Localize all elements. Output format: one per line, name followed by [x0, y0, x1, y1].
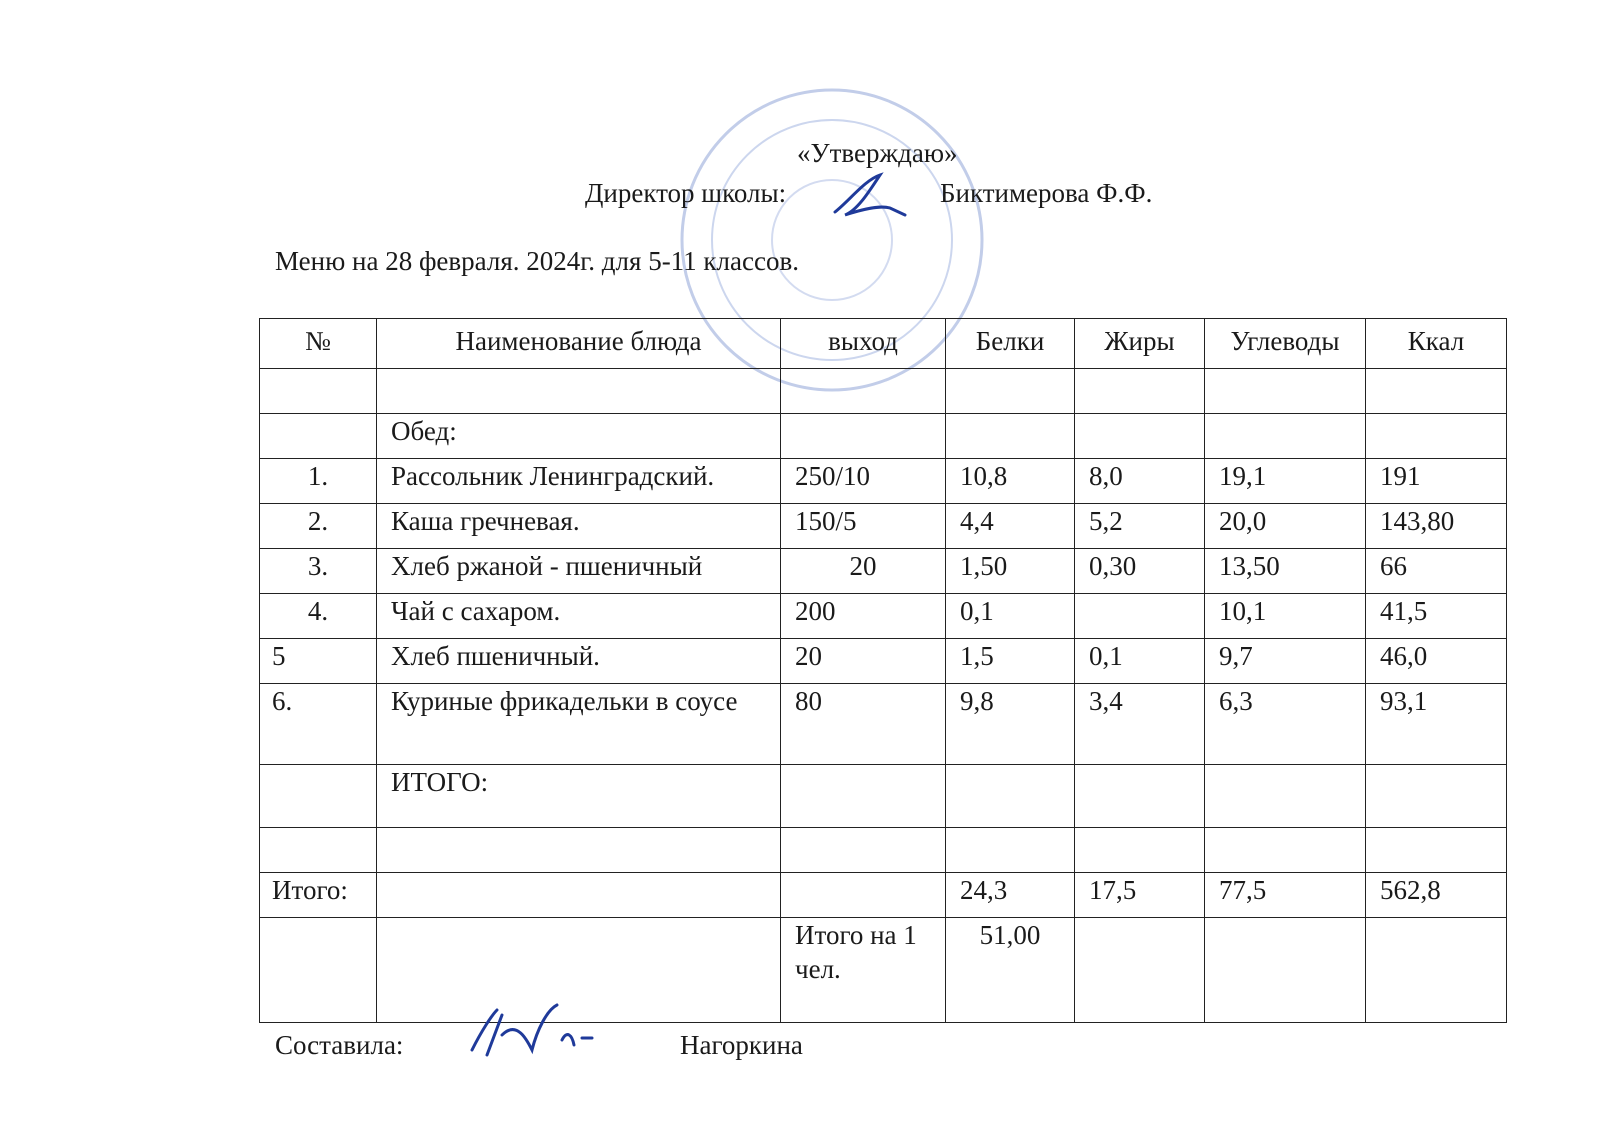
- empty-row: [260, 369, 1507, 414]
- subtotal-row: [260, 765, 1507, 828]
- director-signature: [830, 170, 910, 220]
- col-header: №: [260, 319, 377, 369]
- col-header: Углеводы: [1205, 319, 1366, 369]
- col-header: выход: [781, 319, 946, 369]
- table-row: 2. Каша гречневая. 150/5 4,4 5,2 20,0 143,80: [260, 504, 1507, 549]
- per-person-label: Итого на 1 чел.: [781, 918, 946, 1023]
- director-line: [585, 178, 1153, 209]
- director-label: Директор школы:: [585, 178, 787, 208]
- menu-title: Меню на 28 февраля. 2024г. для 5-11 классов.: [275, 246, 799, 276]
- table-row: 4. Чай с сахаром. 200 0,1 10,1 41,5: [260, 594, 1507, 639]
- empty-row: [260, 828, 1507, 873]
- compiled-name: Нагоркина: [680, 1030, 803, 1060]
- section-label: Обед:: [377, 414, 781, 459]
- col-header: Белки: [946, 319, 1075, 369]
- total-row: Итого: 24,3 17,5 77,5 562,8: [260, 873, 1507, 918]
- compiler-signature: [462, 1000, 602, 1065]
- per-person-value: 51,00: [946, 918, 1075, 1023]
- table-row: 1. Рассольник Ленинградский. 250/10 10,8 8,0 19,1 191: [260, 459, 1507, 504]
- table-row: 3. Хлеб ржаной - пшеничный 20 1,50 0,30 13,50 66: [260, 549, 1507, 594]
- compiled-label: Составила:: [275, 1030, 404, 1060]
- table-row: 6. Куриные фрикадельки в соусе 80 9,8 3,4 6,3 93,1: [260, 684, 1507, 765]
- compiled-by: [275, 1030, 803, 1061]
- col-header: Наименование блюда: [377, 319, 781, 369]
- table-row: 5 Хлеб пшеничный. 20 1,5 0,1 9,7 46,0: [260, 639, 1507, 684]
- menu-table: [259, 318, 1507, 1023]
- col-header: Жиры: [1075, 319, 1205, 369]
- table-header-row: [260, 319, 1507, 369]
- col-header: Ккал: [1366, 319, 1507, 369]
- section-row: [260, 414, 1507, 459]
- director-name: Биктимерова Ф.Ф.: [940, 178, 1153, 208]
- subtotal-label: ИТОГО:: [377, 765, 781, 828]
- approve-heading: «Утверждаю»: [797, 138, 958, 168]
- per-person-row: [260, 918, 1507, 1023]
